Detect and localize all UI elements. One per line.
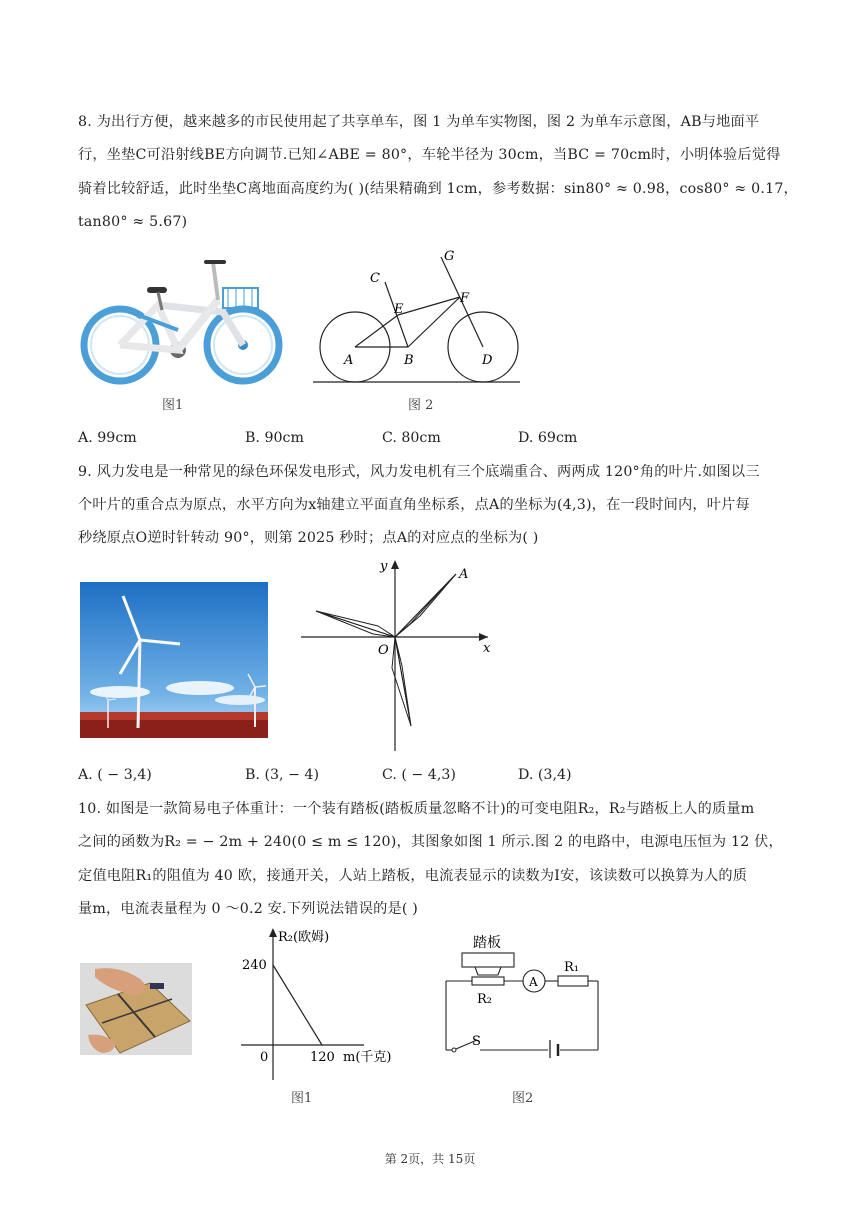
label-g: G <box>444 249 455 264</box>
graph-x-axis-label: m(千克) <box>343 1050 392 1065</box>
x-axis-label: x <box>483 641 491 656</box>
circuit-diagram <box>440 928 605 1058</box>
q9-line-3: 秒绕原点O逆时针转动 90°，则第 2025 秒时；点A的对应点的坐标为( ) <box>78 530 539 546</box>
graph-y-axis-label: R₂(欧姆) <box>278 930 330 945</box>
q10-fig2-caption: 图2 <box>512 1091 534 1106</box>
scale-photo <box>80 963 192 1055</box>
q9-option-a[interactable]: A. ( − 3,4) <box>78 767 152 783</box>
wind-blade-coordinate-diagram <box>298 556 498 756</box>
resistance-mass-graph <box>236 925 421 1085</box>
q10-line-4: 量m，电流表量程为 0 ～0.2 安.下列说法错误的是( ) <box>78 901 419 917</box>
q9-option-c[interactable]: C. ( − 4,3) <box>382 767 456 783</box>
label-d: D <box>482 353 493 368</box>
q8-option-b[interactable]: B. 90cm <box>245 430 304 446</box>
origin-label: O <box>378 643 389 658</box>
q8-line-4: tan80° ≈ 5.67) <box>78 214 188 230</box>
label-b: B <box>404 353 414 368</box>
q10-fig1-caption: 图1 <box>291 1091 313 1106</box>
q9-line-2: 个叶片的重合点为原点，水平方向为x轴建立平面直角坐标系，点A的坐标为(4,3)，在一段时间内，叶片每 <box>78 497 750 513</box>
r1-label: R₁ <box>564 960 579 975</box>
wind-turbine-photo <box>80 582 268 738</box>
q8-fig1-caption: 图1 <box>162 398 184 413</box>
q8-line-3: 骑着比较舒适，此时坐垫C离地面高度约为( )(结果精确到 1cm，参考数据：sin80° ≈ 0.98，cos80° ≈ 0.17， <box>78 181 798 197</box>
graph-y-tick-240: 240 <box>242 958 267 973</box>
q8-line-2: 行，坐垫C可沿射线BE方向调节.已知∠ABE = 80°，车轮半径为 30cm，当BC = 70cm时，小明体验后觉得 <box>78 147 781 163</box>
q8-option-a[interactable]: A. 99cm <box>78 430 137 446</box>
q9-option-d[interactable]: D. (3,4) <box>518 767 572 783</box>
q9-line-1: 9. 风力发电是一种常见的绿色环保发电形式，风力发电机有三个底端重合、两两成 120°角的叶片.如图以三 <box>78 464 760 480</box>
r2-label: R₂ <box>477 992 492 1007</box>
q10-line-1: 10. 如图是一款简易电子体重计：一个装有踏板(踏板质量忽略不计)的可变电阻R₂，R₂与踏板上人的质量m <box>78 801 755 817</box>
q8-line-1: 8. 为出行方便，越来越多的市民使用起了共享单车，图 1 为单车实物图，图 2 为单车示意图，AB与地面平 <box>78 114 760 130</box>
pedal-label: 踏板 <box>473 935 501 951</box>
q10-line-2: 之间的函数为R₂ = − 2m + 240(0 ≤ m ≤ 120)，其图象如图 1 所示.图 2 的电路中，电源电压恒为 12 伏， <box>78 834 783 850</box>
bicycle-photo <box>78 250 288 395</box>
label-f: F <box>460 291 470 306</box>
switch-label: S <box>472 1034 481 1049</box>
label-e: E <box>394 302 404 317</box>
q9-option-b[interactable]: B. (3, − 4) <box>245 767 319 783</box>
graph-origin-label: 0 <box>260 1050 269 1065</box>
ammeter-label: A <box>529 975 538 989</box>
bike-schematic-diagram <box>308 240 523 390</box>
q8-option-d[interactable]: D. 69cm <box>518 430 578 446</box>
label-a: A <box>344 353 354 368</box>
page-footer: 第 2页，共 15页 <box>384 1152 476 1166</box>
label-c: C <box>370 271 380 286</box>
graph-x-tick-120: 120 <box>310 1050 335 1065</box>
point-a-label: A <box>459 567 469 582</box>
q8-option-c[interactable]: C. 80cm <box>382 430 441 446</box>
q10-line-3: 定值电阻R₁的阻值为 40 欧，接通开关，人站上踏板，电流表显示的读数为I安，该读数可以换算为人的质 <box>78 868 748 884</box>
q8-fig2-caption: 图 2 <box>408 398 434 413</box>
y-axis-label: y <box>380 559 388 574</box>
